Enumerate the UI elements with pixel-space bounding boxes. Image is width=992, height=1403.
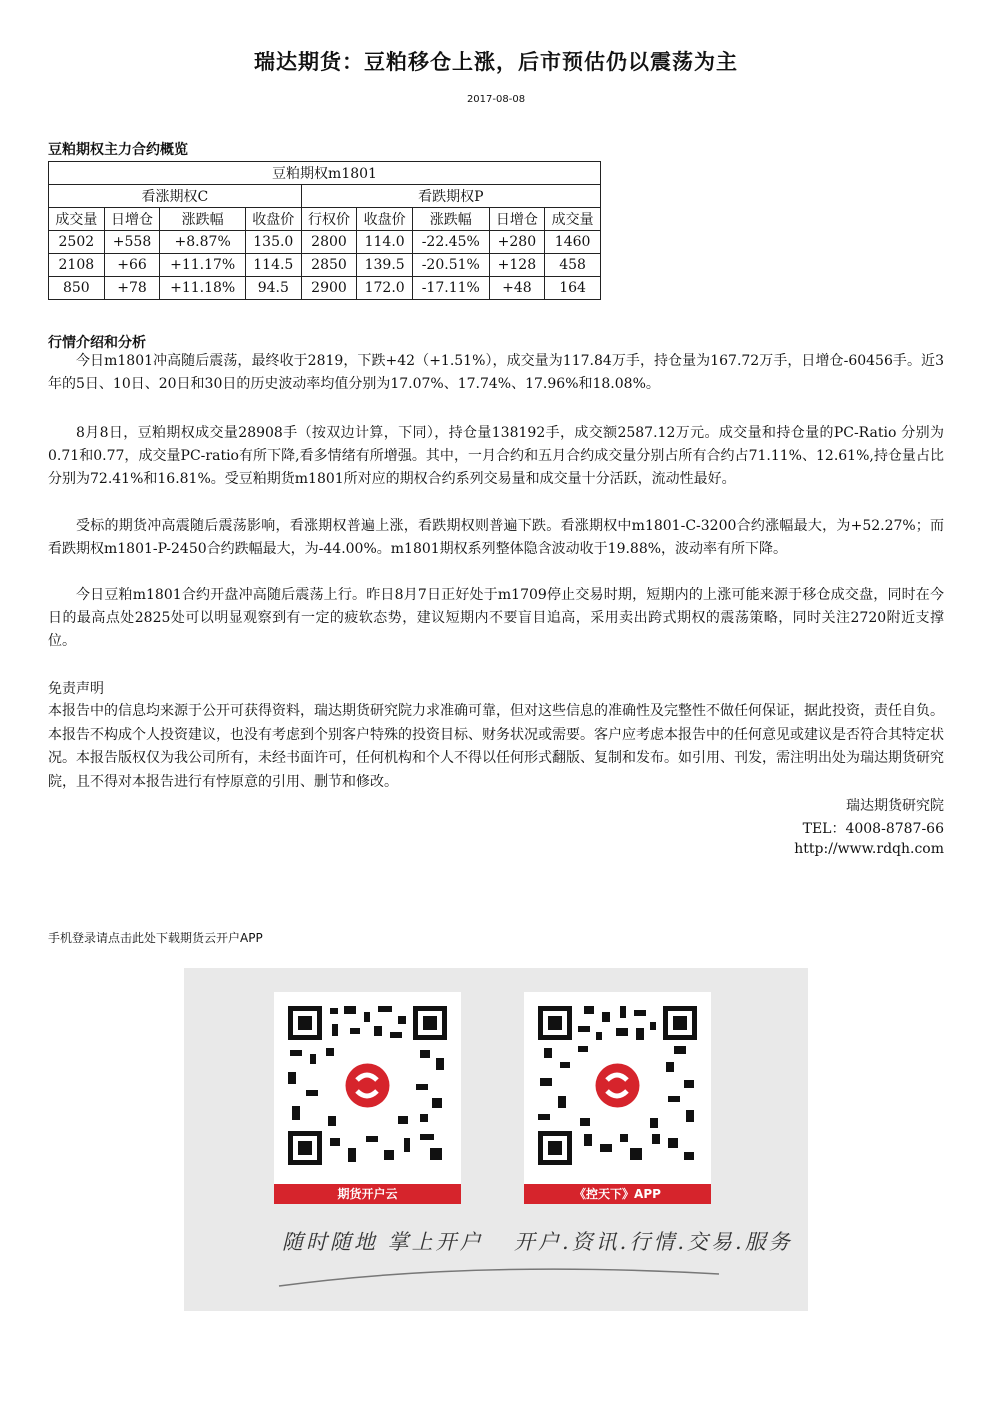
table-cell: +78 xyxy=(104,277,160,300)
table-cell: 139.5 xyxy=(357,254,413,277)
table-cell: +48 xyxy=(489,277,545,300)
table-section-title: 豆粕期权主力合约概览 xyxy=(48,142,188,158)
table-cell: 2108 xyxy=(49,254,105,277)
table-cell: 114.0 xyxy=(357,231,413,254)
table-cell: +128 xyxy=(489,254,545,277)
table-cell: 135.0 xyxy=(245,231,301,254)
options-table xyxy=(48,161,601,300)
page-title: 瑞达期货：豆粕移仓上涨，后市预估仍以震荡为主 xyxy=(254,50,738,74)
table-cell: +11.18% xyxy=(160,277,246,300)
qr-label-right: 《控天下》APP xyxy=(524,1184,711,1204)
column-header: 涨跌幅 xyxy=(412,208,489,231)
table-cell: 850 xyxy=(49,277,105,300)
table-cell: 1460 xyxy=(545,231,601,254)
analysis-paragraph: 8月8日，豆粕期权成交量28908手（按双边计算，下同），持仓量138192手，成交额2587.12万元。成交量和持仓量的PC-Ratio 分别为0.71和0.77，成交量PC-ratio有所下降,看多情绪有所增强。其中，一月合约和五月合约成交量分别占所有合约占71.11%、12.61%,持仓量占比分别为72.41%和16.81%。受豆粕期货m1801所对应的期权合约系列交易量和成交量十分活跃，流动性最好。 xyxy=(48,425,944,487)
slogan-left: 随时随地 掌上开户 xyxy=(282,1230,484,1254)
table-cell: 114.5 xyxy=(245,254,301,277)
column-header: 收盘价 xyxy=(357,208,413,231)
column-header: 行权价 xyxy=(301,208,357,231)
qr-card-right[interactable] xyxy=(524,992,711,1204)
column-header: 成交量 xyxy=(545,208,601,231)
table-cell: 458 xyxy=(545,254,601,277)
put-header: 看跌期权P xyxy=(301,185,600,208)
table-cell: 2800 xyxy=(301,231,357,254)
disclaimer-title: 免责声明 xyxy=(48,681,104,697)
column-header: 日增仓 xyxy=(489,208,545,231)
slogan-right: 开户.资讯.行情.交易.服务 xyxy=(514,1230,793,1254)
qr-card-left[interactable] xyxy=(274,992,461,1204)
column-header: 日增仓 xyxy=(104,208,160,231)
table-cell: 94.5 xyxy=(245,277,301,300)
table-header-row xyxy=(49,208,601,231)
table-cell: 164 xyxy=(545,277,601,300)
table-cell: 2850 xyxy=(301,254,357,277)
table-cell: -20.51% xyxy=(412,254,489,277)
call-header: 看涨期权C xyxy=(49,185,302,208)
table-row xyxy=(49,277,601,300)
table-row xyxy=(49,231,601,254)
column-header: 收盘价 xyxy=(245,208,301,231)
analysis-paragraph: 今日m1801冲高随后震荡，最终收于2819，下跌+42（+1.51%），成交量为117.84万手，持仓量为167.72万手，日增仓-60456手。近3年的5日、10日、20日和30日的历史波动率均值分别为17.07%、17.74%、17.96%和18.08%。 xyxy=(48,353,944,392)
table-cell: -17.11% xyxy=(412,277,489,300)
table-cell: +11.17% xyxy=(160,254,246,277)
analysis-paragraph: 受标的期货冲高震随后震荡影响，看涨期权普遍上涨，看跌期权则普遍下跌。看涨期权中m1801-C-3200合约涨幅最大，为+52.27%；而看跌期权m1801-P-2450合约跌幅最大，为-44.00%。m1801期权系列整体隐含波动收于19.88%，波动率有所下降。 xyxy=(48,518,944,557)
table-cell: 2502 xyxy=(49,231,105,254)
table-cell: +558 xyxy=(104,231,160,254)
disclaimer-text: 本报告中的信息均来源于公开可获得资料，瑞达期货研究院力求准确可靠，但对这些信息的准确性及完整性不做任何保证，据此投资，责任自负。本报告不构成个人投资建议，也没有考虑到个别客户特殊的投资目标、财务状况或需要。客户应考虑本报告中的任何意见或建议是否符合其特定状况。本报告版权仅为我公司所有，未经书面许可，任何机构和个人不得以任何形式翻版、复制和发布。如引用、刊发，需注明出处为瑞达期货研究院，且不得对本报告进行有悖原意的引用、删节和修改。 xyxy=(48,703,944,790)
table-row xyxy=(49,254,601,277)
signature-tel: TEL：4008-8787-66 xyxy=(802,821,944,837)
table-cell: +280 xyxy=(489,231,545,254)
analysis-paragraph: 今日豆粕m1801合约开盘冲高随后震荡上行。昨日8月7日正好处于m1709停止交易时期，短期内的上涨可能来源于移仓成交盘，同时在今日的最高点处2825处可以明显观察到有一定的疲软态势，建议短期内不要盲目追高，采用卖出跨式期权的震荡策略，同时关注2720附近支撑位。 xyxy=(48,587,944,649)
qr-label-left: 期货开户云 xyxy=(274,1184,461,1204)
table-cell: 172.0 xyxy=(357,277,413,300)
app-download-link[interactable]: 手机登录请点击此处下载期货云开户APP xyxy=(48,931,263,945)
app-promo-banner xyxy=(184,968,808,1311)
signature-url[interactable]: http://www.rdqh.com xyxy=(794,841,944,857)
swoosh-decoration xyxy=(274,1258,724,1292)
analysis-title: 行情介绍和分析 xyxy=(48,335,146,351)
table-caption: 豆粕期权m1801 xyxy=(49,162,601,185)
table-cell: +66 xyxy=(104,254,160,277)
column-header: 涨跌幅 xyxy=(160,208,246,231)
report-date: 2017-08-08 xyxy=(466,94,526,105)
column-header: 成交量 xyxy=(49,208,105,231)
table-cell: 2900 xyxy=(301,277,357,300)
table-cell: +8.87% xyxy=(160,231,246,254)
signature-org: 瑞达期货研究院 xyxy=(846,798,944,814)
table-cell: -22.45% xyxy=(412,231,489,254)
qr-code-icon xyxy=(530,998,705,1173)
qr-code-icon xyxy=(280,998,455,1173)
